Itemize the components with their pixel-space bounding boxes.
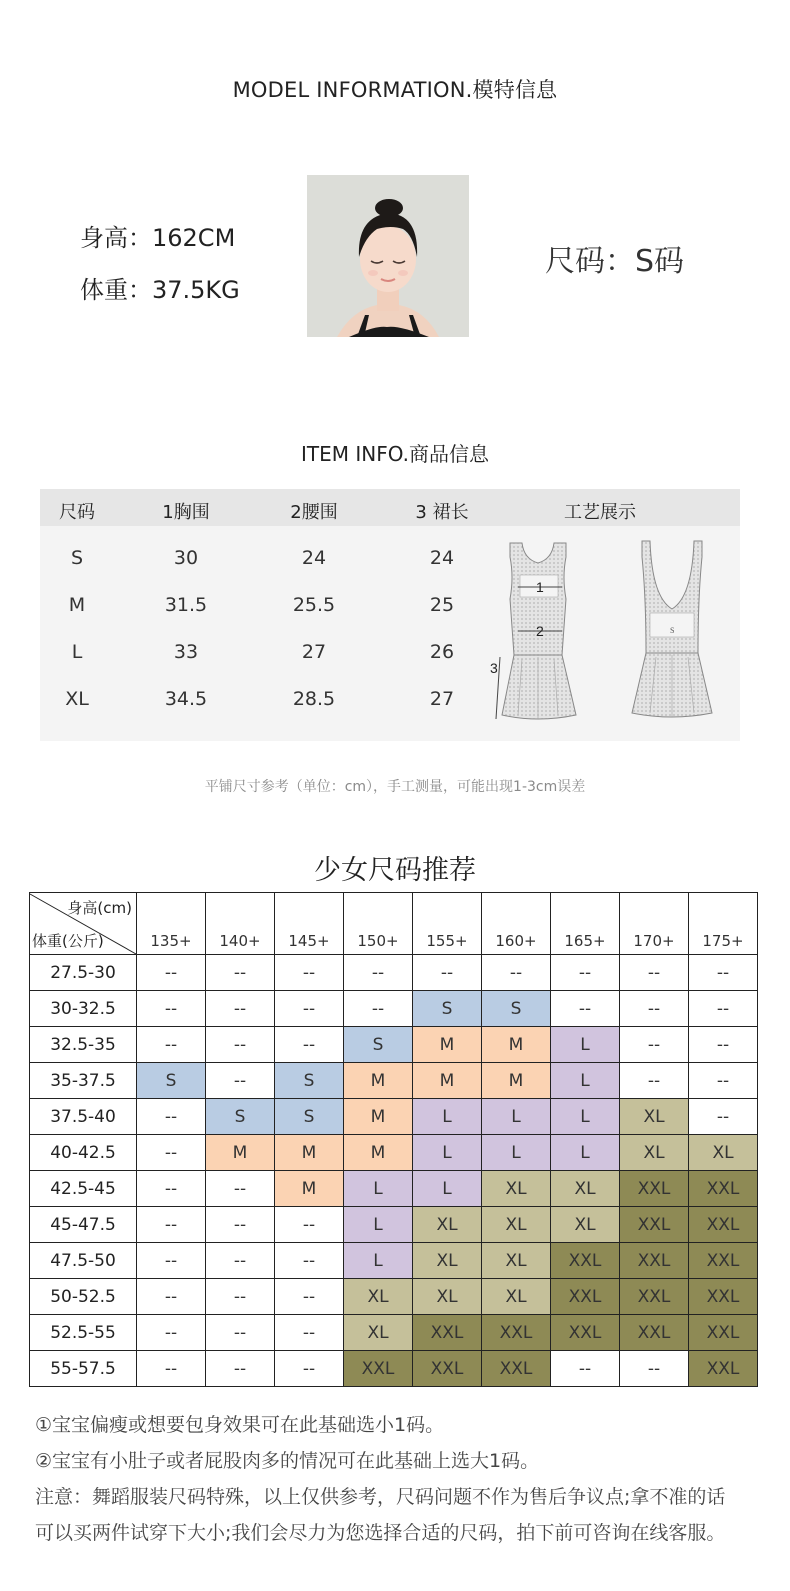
weight-range-cell: 37.5-40 — [30, 1099, 137, 1135]
item-cell-waist: 27 — [301, 641, 327, 663]
size-cell: M — [413, 1063, 482, 1099]
size-cell: L — [482, 1099, 551, 1135]
size-cell: -- — [689, 955, 758, 991]
size-cell: XL — [413, 1207, 482, 1243]
weight-range-cell: 42.5-45 — [30, 1171, 137, 1207]
recommend-row — [30, 1279, 758, 1315]
item-cell-length: 24 — [429, 547, 455, 569]
size-cell: L — [413, 1099, 482, 1135]
size-cell: XXL — [689, 1207, 758, 1243]
size-cell: -- — [620, 1063, 689, 1099]
height-header: 170+ — [620, 893, 689, 955]
size-cell: XXL — [551, 1243, 620, 1279]
size-cell: -- — [620, 991, 689, 1027]
size-cell: -- — [137, 1207, 206, 1243]
size-cell: XL — [482, 1207, 551, 1243]
size-cell: XXL — [482, 1315, 551, 1351]
model-avatar — [307, 175, 469, 337]
size-cell: XXL — [689, 1315, 758, 1351]
size-cell: -- — [413, 955, 482, 991]
height-header: 150+ — [344, 893, 413, 955]
size-cell: -- — [275, 1315, 344, 1351]
size-cell: S — [275, 1063, 344, 1099]
recommend-row — [30, 1351, 758, 1387]
recommend-row — [30, 1135, 758, 1171]
diagram-label-3: 3 — [490, 660, 498, 676]
recommend-row — [30, 1171, 758, 1207]
size-cell: -- — [275, 1351, 344, 1387]
size-cell: -- — [275, 991, 344, 1027]
height-header: 155+ — [413, 893, 482, 955]
item-cell-length: 27 — [429, 688, 455, 710]
height-header: 160+ — [482, 893, 551, 955]
size-cell: -- — [689, 991, 758, 1027]
size-cell: S — [275, 1099, 344, 1135]
size-cell: -- — [620, 1027, 689, 1063]
size-cell: XXL — [482, 1351, 551, 1387]
size-cell: M — [413, 1027, 482, 1063]
size-cell: -- — [137, 1099, 206, 1135]
tip-smaller-size: ①宝宝偏瘦或想要包身效果可在此基础选小1码。 — [35, 1414, 445, 1436]
size-cell: XL — [689, 1135, 758, 1171]
size-cell: L — [413, 1171, 482, 1207]
recommend-row — [30, 1063, 758, 1099]
item-header-size: 尺码 — [59, 502, 95, 523]
size-cell: L — [482, 1135, 551, 1171]
height-header: 135+ — [137, 893, 206, 955]
size-cell: -- — [137, 991, 206, 1027]
size-cell: -- — [689, 1027, 758, 1063]
recommend-size-table — [29, 892, 758, 1387]
weight-range-cell: 52.5-55 — [30, 1315, 137, 1351]
recommend-row — [30, 955, 758, 991]
item-cell-waist: 28.5 — [292, 688, 336, 710]
recommend-title: 少女尺码推荐 — [314, 855, 476, 886]
item-row — [40, 547, 500, 577]
size-cell: -- — [137, 1351, 206, 1387]
size-cell: XXL — [620, 1279, 689, 1315]
size-cell: L — [344, 1207, 413, 1243]
item-table-header — [40, 489, 740, 526]
size-cell: -- — [275, 1207, 344, 1243]
item-cell-size: S — [70, 547, 84, 569]
model-size: 尺码：S码 — [545, 244, 685, 279]
size-cell: XL — [482, 1171, 551, 1207]
item-row — [40, 594, 500, 624]
size-cell: XXL — [689, 1279, 758, 1315]
back-size-tag: S — [670, 626, 675, 635]
size-cell: XL — [620, 1099, 689, 1135]
diagram-label-2: 2 — [536, 623, 544, 639]
size-cell: S — [206, 1099, 275, 1135]
size-cell: -- — [137, 1171, 206, 1207]
size-cell: XL — [413, 1243, 482, 1279]
item-cell-chest: 31.5 — [164, 594, 208, 616]
weight-range-cell: 45-47.5 — [30, 1207, 137, 1243]
size-cell: -- — [482, 955, 551, 991]
item-header-chest: 1胸围 — [162, 502, 210, 523]
size-cell: XXL — [344, 1351, 413, 1387]
size-cell: L — [551, 1027, 620, 1063]
size-cell: M — [344, 1135, 413, 1171]
size-cell: XL — [344, 1315, 413, 1351]
size-cell: -- — [551, 991, 620, 1027]
size-cell: XXL — [689, 1243, 758, 1279]
size-cell: S — [344, 1027, 413, 1063]
measurement-note: 平铺尺寸参考（单位：cm），手工测量，可能出现1-3cm误差 — [204, 779, 586, 795]
height-header: 165+ — [551, 893, 620, 955]
size-cell: XL — [482, 1243, 551, 1279]
size-cell: XXL — [689, 1351, 758, 1387]
size-cell: -- — [206, 1027, 275, 1063]
size-cell: XXL — [620, 1171, 689, 1207]
garment-back-diagram — [628, 537, 718, 727]
size-cell: S — [137, 1063, 206, 1099]
size-cell: XL — [344, 1279, 413, 1315]
item-row — [40, 641, 500, 671]
size-cell: M — [206, 1135, 275, 1171]
height-header: 175+ — [689, 893, 758, 955]
size-cell: -- — [275, 1027, 344, 1063]
size-cell: -- — [275, 1243, 344, 1279]
size-cell: XL — [413, 1279, 482, 1315]
item-cell-length: 26 — [429, 641, 455, 663]
size-cell: XL — [482, 1279, 551, 1315]
weight-range-cell: 40-42.5 — [30, 1135, 137, 1171]
item-header-waist: 2腰围 — [290, 502, 338, 523]
size-cell: L — [344, 1171, 413, 1207]
size-cell: L — [551, 1063, 620, 1099]
size-cell: XXL — [413, 1351, 482, 1387]
item-header-craft: 工艺展示 — [564, 502, 636, 523]
model-portrait-icon — [307, 175, 469, 337]
size-cell: M — [344, 1099, 413, 1135]
size-cell: L — [551, 1135, 620, 1171]
size-cell: -- — [206, 955, 275, 991]
model-height: 身高：162CM — [80, 224, 236, 252]
item-cell-chest: 30 — [173, 547, 199, 569]
tip-notice-line-2: 可以买两件试穿下大小;我们会尽力为您选择合适的尺码，拍下前可咨询在线客服。 — [35, 1522, 726, 1544]
size-cell: XL — [551, 1171, 620, 1207]
weight-range-cell: 32.5-35 — [30, 1027, 137, 1063]
weight-range-cell: 35-37.5 — [30, 1063, 137, 1099]
recommend-row — [30, 1099, 758, 1135]
item-cell-waist: 24 — [301, 547, 327, 569]
size-cell: XXL — [620, 1207, 689, 1243]
size-cell: L — [551, 1099, 620, 1135]
recommend-corner-cell — [30, 893, 137, 955]
size-cell: -- — [275, 1279, 344, 1315]
size-cell: -- — [137, 1027, 206, 1063]
item-cell-chest: 33 — [173, 641, 199, 663]
item-info-title: ITEM INFO.商品信息 — [300, 442, 490, 466]
height-header: 145+ — [275, 893, 344, 955]
recommend-row — [30, 1243, 758, 1279]
size-cell: XXL — [551, 1315, 620, 1351]
item-header-skirt-length: 3 裙长 — [415, 502, 469, 523]
item-cell-size: XL — [65, 688, 89, 710]
diagram-label-1: 1 — [536, 579, 544, 595]
size-cell: -- — [689, 1099, 758, 1135]
size-cell: -- — [551, 955, 620, 991]
tip-larger-size: ②宝宝有小肚子或者屁股肉多的情况可在此基础上选大1码。 — [35, 1450, 540, 1472]
size-cell: M — [344, 1063, 413, 1099]
size-cell: -- — [206, 1279, 275, 1315]
garment-front-diagram — [492, 537, 592, 727]
tip-notice-line-1: 注意：舞蹈服装尺码特殊，以上仅供参考，尺码问题不作为售后争议点;拿不准的话 — [35, 1486, 726, 1508]
size-cell: L — [413, 1135, 482, 1171]
recommend-table-body — [30, 955, 758, 1387]
recommend-row — [30, 1027, 758, 1063]
weight-range-cell: 30-32.5 — [30, 991, 137, 1027]
item-cell-chest: 34.5 — [164, 688, 208, 710]
model-info-title: MODEL INFORMATION.模特信息 — [232, 78, 558, 102]
size-cell: -- — [551, 1351, 620, 1387]
size-cell: -- — [620, 955, 689, 991]
size-cell: -- — [620, 1351, 689, 1387]
size-cell: XXL — [689, 1171, 758, 1207]
corner-weight-label: 体重(公斤) — [32, 931, 104, 950]
weight-range-cell: 27.5-30 — [30, 955, 137, 991]
size-cell: -- — [206, 1171, 275, 1207]
item-cell-waist: 25.5 — [292, 594, 336, 616]
size-cell: -- — [137, 1135, 206, 1171]
size-cell: -- — [206, 991, 275, 1027]
item-cell-size: L — [71, 641, 83, 663]
weight-range-cell: 50-52.5 — [30, 1279, 137, 1315]
size-cell: -- — [137, 1243, 206, 1279]
item-cell-length: 25 — [429, 594, 455, 616]
weight-range-cell: 55-57.5 — [30, 1351, 137, 1387]
size-cell: XL — [551, 1207, 620, 1243]
recommend-header-row — [30, 893, 758, 955]
size-cell: -- — [206, 1351, 275, 1387]
size-cell: M — [482, 1063, 551, 1099]
size-cell: L — [344, 1243, 413, 1279]
height-header: 140+ — [206, 893, 275, 955]
model-weight: 体重：37.5KG — [80, 276, 240, 304]
recommend-row — [30, 1207, 758, 1243]
size-cell: -- — [344, 955, 413, 991]
size-cell: XXL — [551, 1279, 620, 1315]
recommend-row — [30, 991, 758, 1027]
size-cell: XXL — [620, 1243, 689, 1279]
size-cell: -- — [137, 1279, 206, 1315]
size-cell: XL — [620, 1135, 689, 1171]
size-cell: -- — [206, 1207, 275, 1243]
size-cell: -- — [689, 1063, 758, 1099]
size-cell: XXL — [413, 1315, 482, 1351]
size-cell: -- — [275, 955, 344, 991]
item-row — [40, 688, 500, 718]
size-cell: M — [275, 1171, 344, 1207]
size-cell: -- — [206, 1243, 275, 1279]
size-cell: -- — [344, 991, 413, 1027]
corner-height-label: 身高(cm) — [67, 898, 132, 917]
size-cell: S — [413, 991, 482, 1027]
weight-range-cell: 47.5-50 — [30, 1243, 137, 1279]
size-cell: M — [482, 1027, 551, 1063]
recommend-row — [30, 1315, 758, 1351]
size-cell: M — [275, 1135, 344, 1171]
size-cell: S — [482, 991, 551, 1027]
size-cell: -- — [206, 1315, 275, 1351]
size-cell: -- — [137, 1315, 206, 1351]
item-size-table — [40, 489, 740, 741]
item-cell-size: M — [68, 594, 86, 616]
size-cell: -- — [137, 955, 206, 991]
size-cell: -- — [206, 1063, 275, 1099]
size-cell: XXL — [620, 1315, 689, 1351]
